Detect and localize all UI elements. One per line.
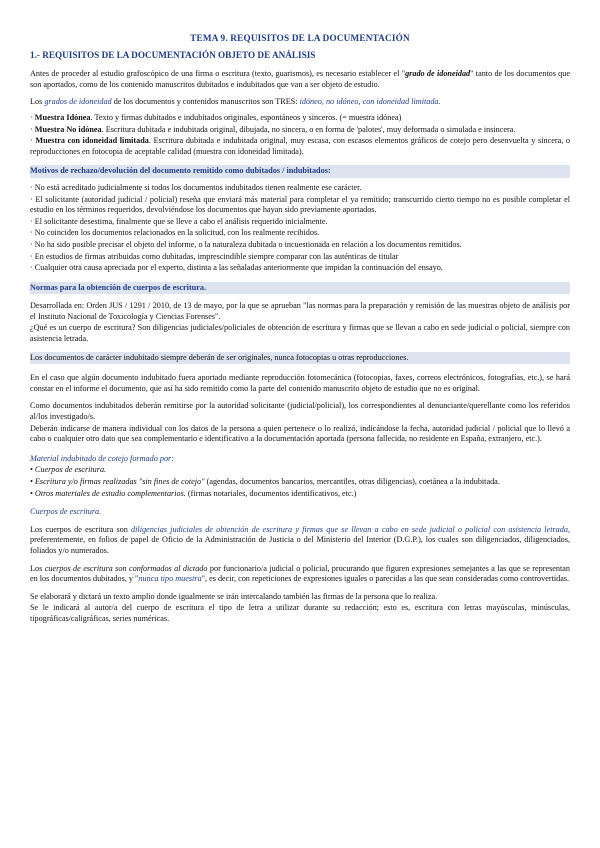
material-list	[30, 465, 570, 499]
motivos-heading: Motivos de rechazo/devolución del documento remitido como dubitados / indubitados:	[30, 165, 570, 178]
cuerpos-paragraph: Los cuerpos de escritura son diligencias judiciales de obtención de escritura y firmas que se llevan a cabo en sede judicial o policial con asistencia letrada, preferentemente, en folios de papel de Oficio de la Administración de Justicia o del Ministerio del Interior (D.G.P.), los cuales son diligenciados, diligenciados, foliados y/o numerados.	[30, 524, 571, 555]
material-item: • Escritura y/o firmas realizadas "sin fines de cotejo" (agendas, documentos bancarios, mercantiles, otras diligencias), coetánea a la indubitada.	[30, 477, 500, 486]
muestra-item: · Muestra No idónea. Escritura dubitada e indubitada original, dibujada, no sincera, o en forma de 'palotes', muy deformada o simulada e insincera.	[30, 124, 516, 134]
motivo-item: · Cualquier otra causa apreciada por el experto, distinta a las señaladas anteriormente que impidan la continuación del ensayo.	[30, 263, 443, 273]
motivo-item: · No coinciden los documentos relacionados en la solicitud, con los realmente recibidos.	[30, 228, 320, 238]
muestra-item: · Muestra con idoneidad limitada. Escritura dubitada e indubitada original, muy escasa, con escasos elementos gráficos de cotejo pero desenvuelta y sincera, o reproducciones en fotocopia de aceptable calidad (muestra con idoneidad limitada).	[30, 136, 571, 156]
deberan-paragraph: Deberán indicarse de manera individual con los datos de la persona a quien pertenece o lo realizó, indicándose la fecha, autoridad judicial / policial que lo llevó a cabo o cualquier otro dato que sea complementario e identificativo a la documentación aportada (persona fallecida, no residente en España, extranjero, etc.).	[30, 423, 570, 444]
motivo-item: · El solicitante (autoridad judicial / policial) reseña que enviará más material para completar el ya remitido; transcurrido cierto tiempo no es posible completar el estudio en los términos requeridos, devolviéndose los documentos que hayan sido previamente aportados.	[30, 194, 570, 215]
como-paragraph: Como documentos indubitados deberán remitirse por la autoridad solicitante (judicial/policial), los correspondientes al denunciante/querellante como los referidos al/los investigado/s.	[30, 401, 570, 422]
material-heading: Material indubitado de cotejo formado por:	[30, 453, 174, 463]
section-heading: 1.- REQUISITOS DE LA DOCUMENTACIÓN OBJETO DE ANÁLISIS	[30, 49, 316, 60]
highlight-paragraph: Los documentos de carácter indubitado siempre deberán de ser originales, nunca fotocopias u otras reproducciones.	[30, 352, 570, 365]
muestra-item: · Muestra Idónea. Texto y firmas dubitados e indubitados originales, espontáneos y sinceros. (= muestra idónea)	[30, 112, 402, 122]
final-paragraph: Se le indicará al autor/a del cuerpo de escritura el tipo de letra a utilizar durante su redacción; esto es, escritura con letras mayúsculas, minúsculas, tipográficas/caligráficas, series numéricas.	[30, 603, 570, 623]
motivo-item: · El solicitante desestima, finalmente que se lleve a cabo el análisis requerido inicialmente.	[30, 216, 328, 226]
motivo-item: · En estudios de firmas atribuidas como dubitadas, imprescindible siempre comparar con las auténticas de titular	[30, 251, 399, 261]
cuerpos-heading: Cuerpos de escritura.	[30, 507, 102, 517]
intro-paragraph: Antes de proceder al estudio grafoscópico de una firma o escritura (texto, guarismos), es necesario establecer el "grado de idoneidad" tanto de los documentos que son aportados, como de los contenido manuscritos dubitados e indubitados que van a ser objeto de estudio.	[30, 69, 570, 89]
final-paragraph: Se elaborará y dictará un texto amplio donde igualmente se irán intercalando también las firmas de la persona que lo realiza.	[30, 591, 438, 601]
muestras-list	[30, 113, 570, 157]
material-item: • Cuerpos de escritura.	[30, 465, 107, 475]
normas-heading: Normas para la obtención de cuerpos de escritura.	[30, 282, 570, 295]
motivo-item: · No está acreditado judicialmente si todos los documentos indubitados tienen realmente ese carácter.	[30, 182, 362, 192]
normas-paragraph: Desarrollada en: Orden JUS / 1291 / 2010, de 13 de mayo, por la que se aprueban "las normas para la preparación y remisión de las muestras objeto de análisis por el Instituto Nacional de Toxicología y Ciencias Forenses".	[30, 301, 570, 321]
caso-paragraph: En el caso que algún documento indubitado fuera aportado mediante reproducción fotomecánica (fotocopias, faxes, correos electrónicos, fotografías, etc.), se hará constar en el informe el documento, que así ha sido remitido como la parte del contenido manuscrito objeto de estudio que no es original.	[30, 373, 570, 393]
page-title: TEMA 9. REQUISITOS DE LA DOCUMENTACIÓN	[190, 33, 410, 43]
normas-question: ¿Qué es un cuerpo de escritura? Son diligencias judiciales/policiales de obtención de escritura y firmas que se llevan a cabo en sede judicial o policial, siempre con asistencia letrada.	[30, 323, 570, 344]
grados-paragraph: Los grados de idoneidad de los documentos y contenidos manuscritos son TRES: idóneo, no idóneo, con idoneidad limitada.	[30, 97, 441, 107]
cuerpos-dictado-paragraph: Los cuerpos de escritura son conformados al dictado por funcionario/a judicial o policial, procurando que figuren expresiones semejantes a las que se representan en los documentos dubitados, y "nunca tipo muestra", es decir, con repeticiones de expresiones iguales o parecidas a las que sean consideradas como controvertidas.	[30, 563, 570, 584]
motivos-list	[30, 183, 570, 274]
motivo-item: · No ha sido posible precisar el objeto del informe, o la naturaleza dubitada o incuestionada en relación a los documentos remitidos.	[30, 239, 462, 249]
material-item: • Otros materiales de estudio complementarios. (firmas notariales, documentos identificativos, etc.)	[30, 488, 357, 498]
